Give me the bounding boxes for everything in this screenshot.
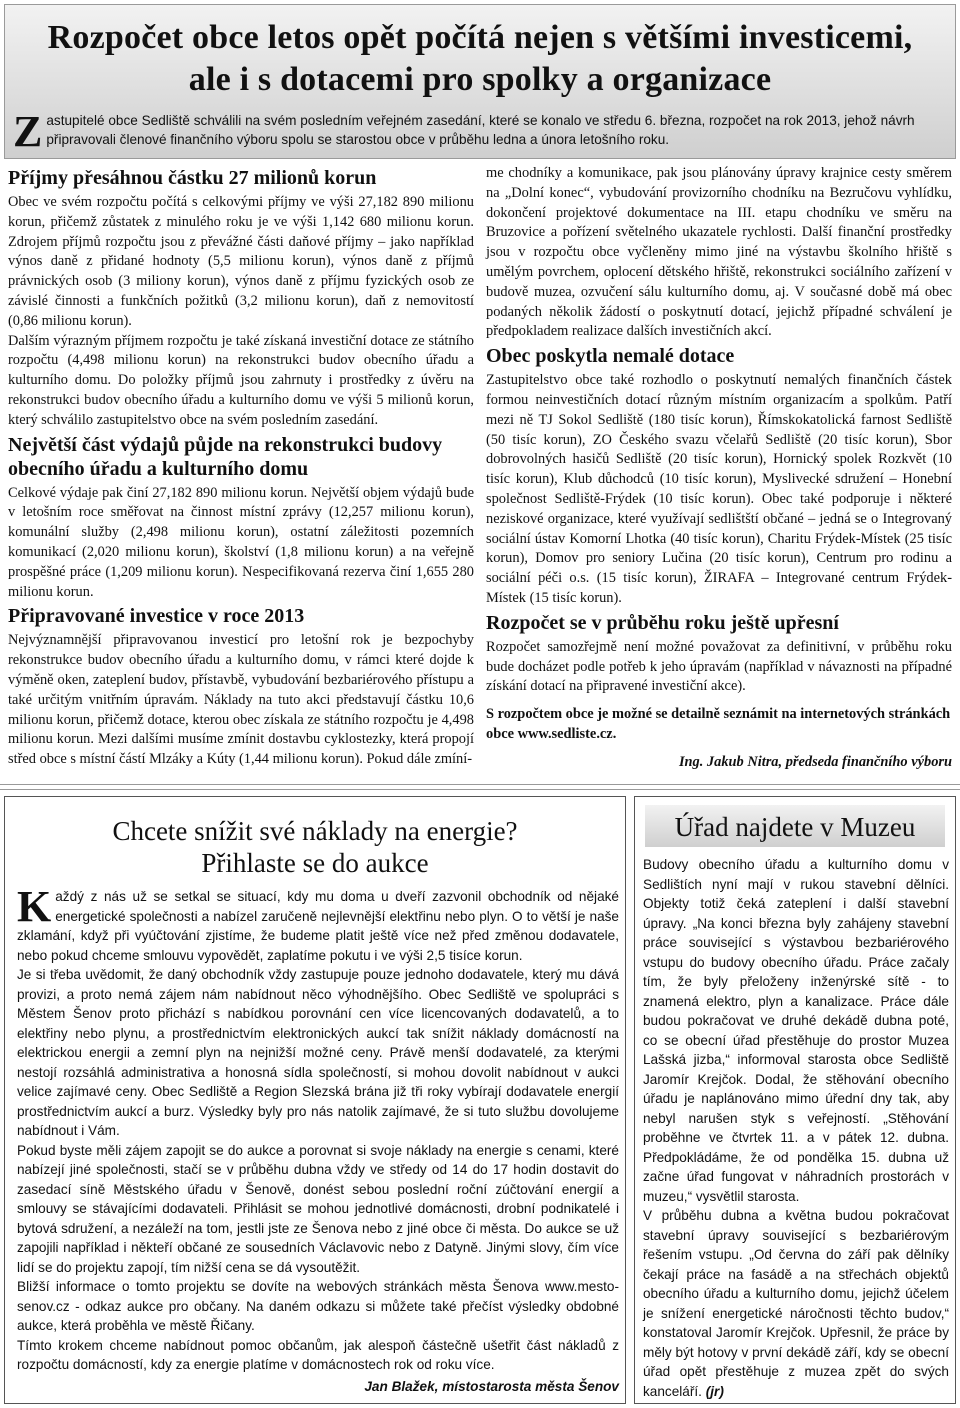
lead-paragraph [13, 107, 943, 156]
energy-signature: Jan Blažek, místostarosta města Šenov [364, 1378, 619, 1394]
office-box-body [643, 855, 949, 1401]
office-paragraph-1: Budovy obecního úřadu a kulturního domu v Sedlištích nyní mají v rukou stavební dělníci. Objekty totiž čeká zateplení i další stavební úpravy. „Na konci března byly zahájeny stavební práce související s výstavbou bezbariérového vstupu do budovy obecního úřadu. Práce začaly tím, že byly přeloženy inženýrské sítě - to znamená elektro, plyn a kanalizace. Práce dále budou pokračovat ve druhé dekádě dubna poté, co se obecní úřad přestěhuje do prostor Muzea Lašská jizba,“ informoval starosta obce Sedliště Jaromír Krejčok. Dodal, že stěhování obecního úřadu je naplánováno mimo úřední dny tak, aby nebyl narušen styk s veřejností. „Stěhování proběhne ve čtvrtek 11. a v pátek 12. dubna. Předpokládáme, že od pondělka 15. dubna už začne úřad fungovat v náhradních prostorách v muzeu,“ vysvětlil starosta. [643, 857, 949, 1204]
headline [5, 5, 955, 101]
header-banner [4, 4, 956, 159]
subheading-expenses: Největší část výdajů půjde na rekonstrukci budovy obecního úřadu a kulturního domu [8, 433, 443, 480]
energy-paragraph-3: Pokud byste měli zájem zapojit se do aukce a porovnat si svoje náklady na energie s cenami, které nabízejí jiné společnosti, stačí se v průběhu dubna vždy ve středy od 14 do 17 hodin dostavit do zasedací síně Městského úřadu v Šenově, donést sebou poslední roční zúčtování energií a smlouvy se stávajícími dodavateli. Přihlásit se mohou jednotlivé domácnosti, drobní podnikatelé i bytová sdružení, a nezáleží na tom, jestli jste ze Šenova nebo z jiné obce či města. Do aukce se už zapojili například i někteří občané ze sousedních Václavovic nebo z Datyně. Jinými slovy, čím více lidí se do projektu zapojí, tím nižší cena se dá vysoutěžit. [17, 1142, 619, 1275]
subheading-income: Příjmy přesáhnou částku 27 milionů korun [8, 167, 377, 189]
paragraph-investments [8, 631, 474, 809]
energy-box-body [17, 882, 619, 1396]
section-divider [0, 784, 960, 790]
paragraph-expenses: Celkové výdaje pak činí 27,182 890 milionu korun. Největší objem výdajů bude v letošním roce směřovat na činnost místní zprávy (12,257 milionu korun), komunální služby (2,498 milionu korun), ostatní záležitosti pozemních komunikací (2,020 milionu korun), školství (1,8 milionu korun) a na veřejně prospěšné práce (1,209 milionu korun). Nespecifikovaná rezerva činí 1,655 280 milionu korun. [8, 484, 474, 600]
article-signature: Ing. Jakub Nitra, předseda finančního výboru [678, 753, 952, 770]
paragraph-income: Obec ve svém rozpočtu počítá s celkovými příjmy ve výši 27,182 890 milionu korun, přičemž zůstatek z minulého roku je ve výši 1,142 680 milionu korun. Zdrojem příjmů rozpočtu jsou z převážné části daňové příjmy – jako například výnos daně z přidané hodnoty (5,5 milionu korun), výnos daně z příjmů právnických osob (3 miliony korun), výnos daně z příjmu fyzických osob ze závislé činnosti a funkčních požitků (3,2 milionu korun), daň z nemovitostí (0,86 milionu korun). [8, 194, 474, 329]
office-museum-box [634, 796, 956, 1404]
subheading-investments: Připravované investice v roce 2013 [8, 605, 305, 628]
lead-dropcap: Z [13, 107, 43, 156]
energy-paragraph-4: Bližší informace o tomto projektu se dovíte na webových stránkách města Šenova www.mesto-senov.cz - odkaz aukce pro občany. Na daném odkazu si můžete také přečíst výsledky obdobné aukce, která proběhla ve městě Řičany. [17, 1279, 619, 1333]
energy-auction-box [4, 796, 626, 1404]
office-signature: (jr) [705, 1383, 724, 1399]
subheading-grants: Obec poskytla nemalé dotace [486, 345, 735, 368]
paragraph-grants: Zastupitelstvo obce také rozhodlo o poskytnutí nemalých finančních částek formou neinvestičních dotací různým místním organizacím a spolkům. Patří mezi ně TJ Sokol Sedliště (180 tisíc korun), Římskokatolická farnost Sedliště (50 tisíc korun), ZO Českého svazu včelařů Sedliště (20 tisíc korun), Sbor dobrovolných hasičů Sedliště (20 tisíc korun), Hornický spolek Rozkvět (10 tisíc korun), Klub důchodců (10 tisíc korun), Myslivecké sdružení – Honební společnost Sedliště-Frýdek (10 tisíc korun). Obec také podporuje i některé neziskové organizace, které využívají sedlištští občané – jedná se o Integrovaný sociální ústav Komorní Lhotka (40 tisíc korun), Charitu Frýdek-Místek (25 tisíc korun), Domov pro seniory Lučina (20 tisíc korun), Centrum pro rodinu a sociální péči o.s. (15 tisíc korun), ŽIRAFA – Integrované centrum Frýdek-Místek (15 tisíc korun). [486, 372, 952, 606]
article-column-left [8, 164, 474, 809]
office-paragraph-2 [643, 1206, 949, 1401]
paragraph-subsidy: Dalším výrazným příjmem rozpočtu je také získaná investiční dotace ze státního rozpočtu (4,498 milionu korun) na rekonstrukci budov obecního úřadu a kulturního domu. Do položky příjmů jsou zahrnuty i prostředky z úvěru na rekonstrukci budov obecního úřadu a kulturního domu ve výši 5 milionů korun, který schválilo zastupitelstvo obce na svém posledním zasedání. [8, 332, 474, 428]
energy-title-line-2: Přihlaste se do aukce [201, 848, 429, 878]
article-column-right [486, 164, 952, 773]
paragraph-budget-updates: Rozpočet samozřejmě není možné považovat za definitivní, v průběhu roku bude docházet podle potřeb k jeho úpravám (například v návaznosti na případné získání dotací na připravené investiční akce). [486, 638, 952, 695]
office-box-title: Úřad najdete v Muzeu [645, 805, 945, 847]
headline-line-2: ale i s dotacemi pro spolky a organizace [188, 61, 772, 98]
energy-paragraph-2: Je si třeba uvědomit, že daný obchodník vždy zastupuje pouze jednoho dodavatele, který mu dává provizi, a proto nemá zájem nám nabídnout něco výhodnějšího. Obec Sedliště ve spolupráci s Městem Šenov proto přichází s nabídkou porovnání cen více licencovaných dodavatelů, a to elektřiny nebo plynu, a prostřednictvím elektronických aukcí tak snížit náklady domácností na elektrickou energii a zemní plyn na nejnižší možné ceny. Právě menší dodavatelé, za kterými nestojí rozsáhlá administrativa a honosná sídla společností, si mohou dovolit nabídnout v aukci velice zajímavé ceny. Obec Sedliště a Region Slezská brána již tři roky vybírají dodavatele energií prostřednictvím aukcí a burz. Výsledky byly pro nás natolik zajímavé, že si tuto službu dovolujeme nabídnout i Vám. [17, 967, 619, 1138]
energy-paragraph-1 [17, 882, 619, 965]
energy-box-title [5, 797, 625, 879]
office-paragraph-2-text: V průběhu dubna a května budou pokračovat stavební úpravy související s bezbariérovým řešením vstupu. „Od června do září pak dělníky čekají práce na fasádě a na střechách objektů obecního úřadu a kulturního domu, jejichž účelem je snížení energetické náročnosti těchto budov,“ konstatoval Jaromír Krejčok. Upřesnil, že práce by měly být hotovy v první dekádě září, kdy se obecní úřad opět přestěhuje z muzea zpět do svých kanceláří. [643, 1208, 949, 1399]
paragraph-website: S rozpočtem obce je možné se detailně seznámit na internetových stránkách obce www.sedliste.cz. [486, 706, 951, 742]
headline-line-1: Rozpočet obce letos opět počítá nejen s většími investicemi, [47, 19, 913, 56]
energy-title-line-1: Chcete snížit své náklady na energie? [112, 816, 518, 846]
energy-dropcap: K [17, 882, 52, 931]
paragraph-investments-text: Nejvýznamnější připravovanou investicí pro letošní rok je bezpochyby rekonstrukce budov obecního úřadu a kulturního domu, v rámci které dojde k výměně oken, zateplení budov, přístavbě, vybudování bezbariérového přístupu a také určitým vnitřním úpravám. Náklady na tuto akci představují částku 10,6 milionu korun, přičemž dotace, kterou obec získala ze státního rozpočtu je 4,498 milionu korun. Mezi dalšími musíme zmínit dostavbu cyklostezky, která propojí střed obce s místní částí Mlzáky a Kúty (1,44 milionu korun). Pokud dále zmíní- [8, 632, 474, 768]
energy-paragraph-1-text: aždý z nás už se setkal se situací, kdy mu doma u dveří zazvonil obchodník od nějaké energetické společnosti a nabízel zaručeně nejlevnější elektřinu nebo plyn. O to větší je naše zklamání, když při vyúčtování zjistíme, že budeme platit ještě více než před změnou dodavatele, nebo pokud chceme smlouvu vypovědět, zaplatíme pokutu i ve výši 2,5 tisíce korun. [17, 889, 619, 963]
subheading-budget-updates: Rozpočet se v průběhu roku ještě upřesní [486, 611, 839, 634]
lead-text: astupitelé obce Sedliště schválili na svém posledním veřejném zasedání, které se konalo ve středu 6. března, rozpočet na rok 2013, jehož návrh připravovali členové finančního výboru spolu se starostou obce v průběhu ledna a února letošního roku. [46, 113, 915, 147]
energy-paragraph-5: Tímto krokem chceme nabídnout pomoc občanům, jak alespoň částečně ušetřit část nákladů z rozpočtu domácností, kdy za energie platíme v domácnostech rok od roku více. [17, 1337, 619, 1372]
paragraph-investments-continued: me chodníky a komunikace, pak jsou plánovány úpravy krajnice cesty směrem na „Dolní konec“, vybudování provizorního chodníku na Bezručovu vyhlídku, dokončení projektové dokumentace na III. etapu chodníku ve směru na Bruzovice a pořízení světelného ukazatele rychlosti. Další finanční prostředky jsou v rozpočtu obce vyčleněny mimo jiné na výstavbu školního hřiště s umělým povrchem, oplocení dětského hřiště, rekonstrukci sociálního zařízení v budově muzea, ozvučení sálu kulturního domu, aj. V současné době má obec podaných několik žádostí o poskytnutí dotací, jejichž případné schválení je předpokladem realizace dalších investičních akcí. [486, 165, 952, 340]
